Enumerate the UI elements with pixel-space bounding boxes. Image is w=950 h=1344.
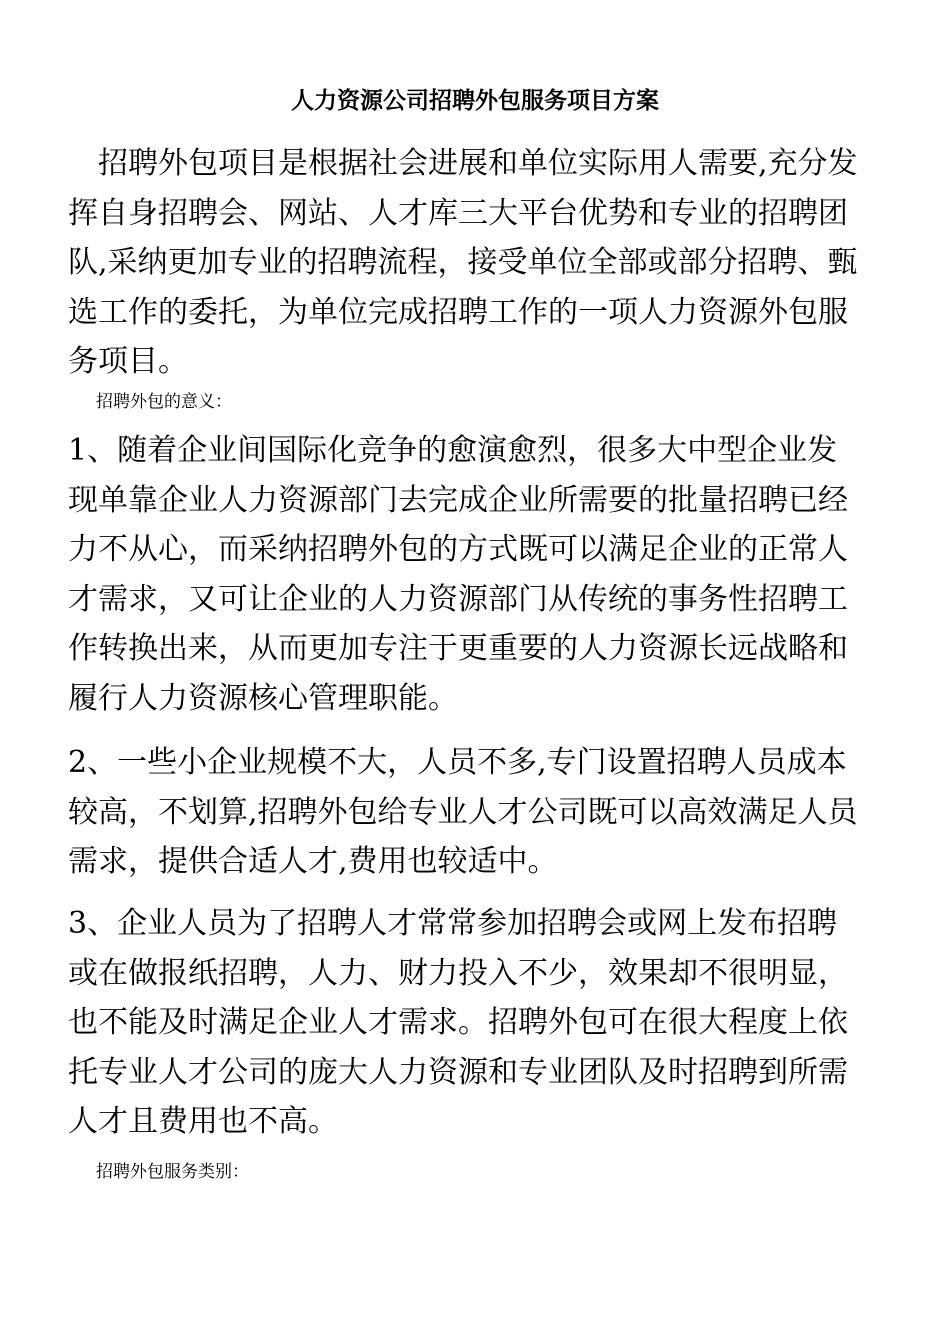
- section-heading-significance: 招聘外包的意义：: [96, 392, 232, 412]
- text-line: 2、一些小企业规模不大，人员不多,专门设置招聘人员成本: [68, 745, 847, 780]
- text-line: 现单靠企业人力资源部门去完成企业所需要的批量招聘已经: [68, 482, 848, 518]
- text-line: 较高，不划算,招聘外包给专业人才公司既可以高效满足人员: [68, 794, 858, 830]
- point-3-paragraph: [68, 899, 883, 1147]
- text-line: 或在做报纸招聘，人力、财力投入不少，效果却不很明显，: [68, 955, 848, 991]
- text-line: 招聘外包项目是根据社会进展和单位实际用人需要,充分发: [68, 146, 858, 181]
- point-2-paragraph: [68, 738, 883, 887]
- text-line: 人才且费用也不高。: [68, 1104, 338, 1139]
- text-line: 3、企业人员为了招聘人才常常参加招聘会或网上发布招聘: [68, 906, 838, 941]
- text-line: 选工作的委托，为单位完成招聘工作的一项人力资源外包服: [68, 294, 848, 330]
- text-line: 作转换出来，从而更加专注于更重要的人力资源长远战略和: [68, 631, 848, 666]
- document-title: 人力资源公司招聘外包服务项目方案: [291, 87, 659, 114]
- section-heading-categories: 招聘外包服务类别：: [96, 1162, 249, 1182]
- intro-paragraph: [68, 139, 883, 387]
- text-line: 履行人力资源核心管理职能。: [68, 680, 458, 716]
- text-line: 需求，提供合适人才,费用也较适中。: [68, 844, 558, 879]
- text-line: 务项目。: [68, 344, 188, 379]
- text-line: 队,采纳更加专业的招聘流程，接受单位全部或部分招聘、甄: [68, 245, 858, 280]
- point-1-paragraph: [68, 426, 883, 723]
- text-line: 1、随着企业间国际化竞争的愈演愈烈，很多大中型企业发: [68, 433, 838, 468]
- text-line: 力不从心，而采纳招聘外包的方式既可以满足企业的正常人: [68, 532, 848, 567]
- text-line: 托专业人才公司的庞大人力资源和专业团队及时招聘到所需: [68, 1054, 848, 1090]
- text-line: 才需求，又可让企业的人力资源部门从传统的事务性招聘工: [68, 581, 848, 617]
- text-line: 挥自身招聘会、网站、人才库三大平台优势和专业的招聘团: [68, 195, 848, 231]
- text-line: 也不能及时满足企业人才需求。招聘外包可在很大程度上依: [68, 1005, 848, 1040]
